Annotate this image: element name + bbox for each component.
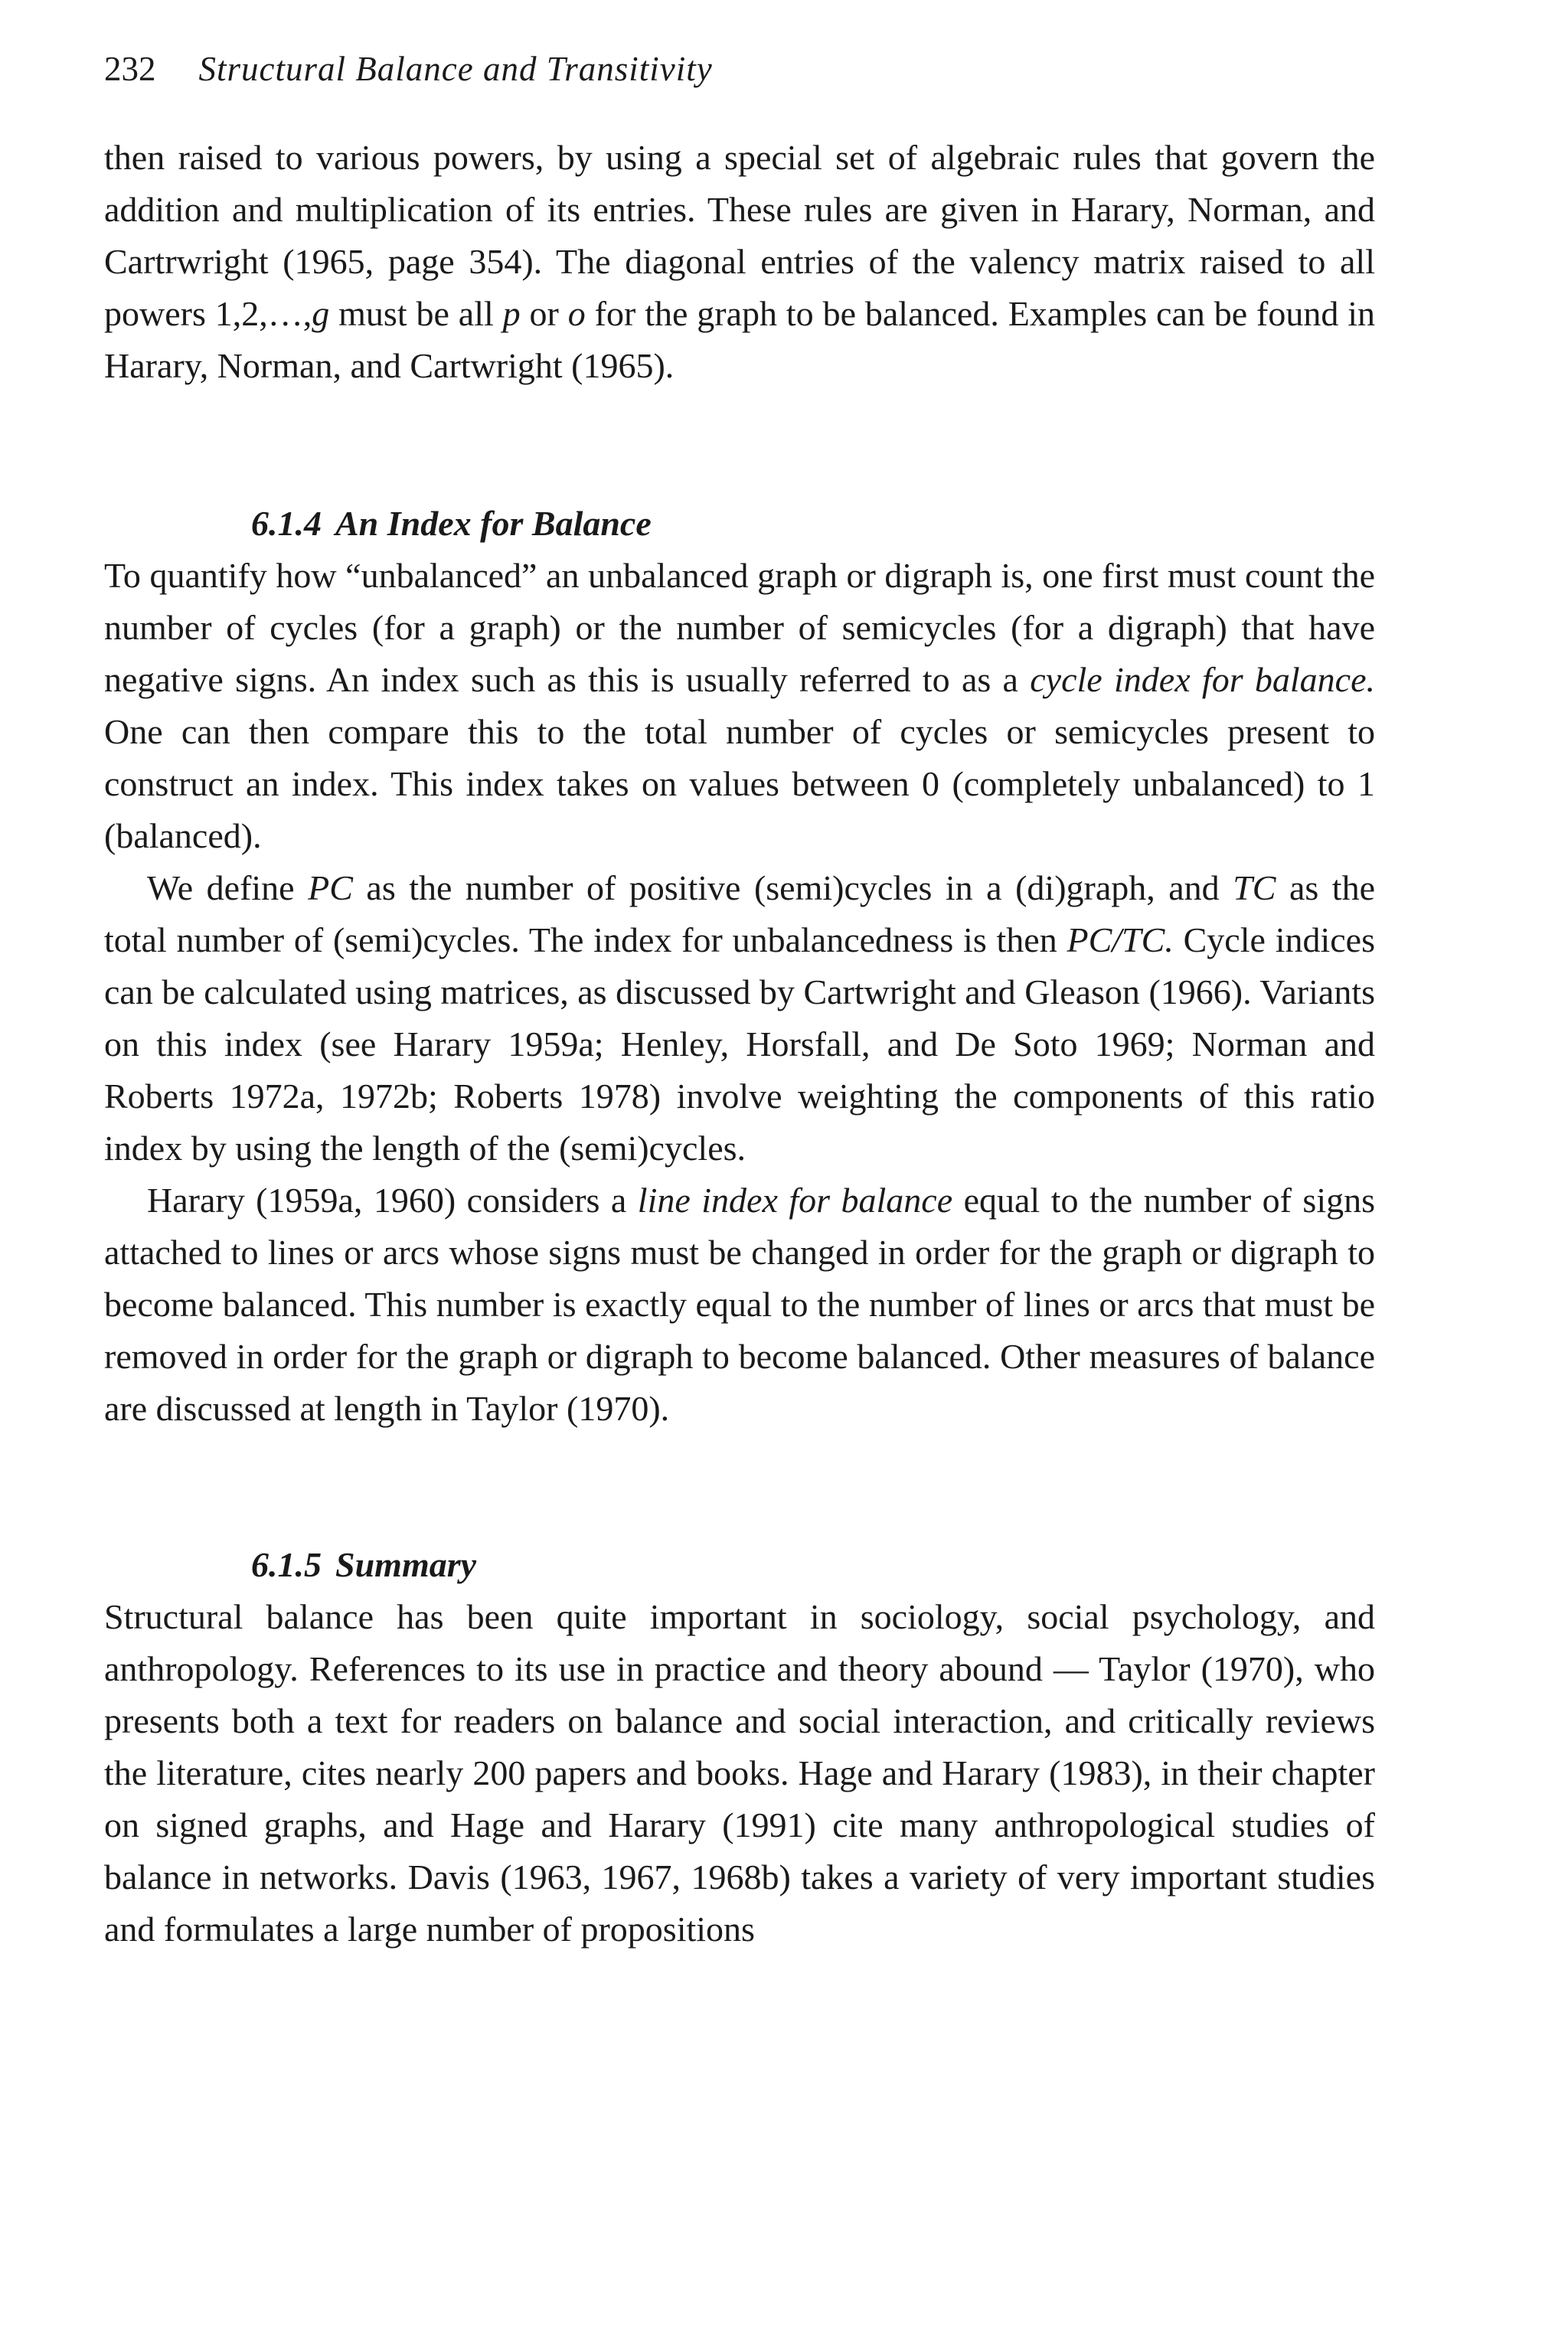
running-title: Structural Balance and Transitivity <box>198 50 713 88</box>
section-title: Summary <box>335 1545 477 1584</box>
paragraph-cycle-index: To quantify how “unbalanced” an unbalanced graph or digraph is, one first must count the number of cycles (for a graph) or the number of semicycles (for a digraph) that have negative signs. An index such as this is usually referred to as a cycle index for balance. One can then compare this to the total number of cycles or semicycles present to construct an index. This index takes on values between 0 (completely unbalanced) to 1 (balanced). <box>104 556 1375 855</box>
intro-paragraph: then raised to various powers, by using a special set of algebraic rules that govern the addition and multiplication of its entries. These rules are given in Harary, Norman, and Cartrwright (1965, page 354). The diagonal entries of the valency matrix raised to all powers 1,2,…,g must be all p or o for the graph to be balanced. Examples can be found in Harary, Norman, and Cartwright (1965). <box>104 138 1376 385</box>
running-header <box>104 46 1375 92</box>
section-number: 6.1.4 <box>251 504 322 543</box>
book-page <box>104 46 1375 1955</box>
term-line-index: line index for balance <box>637 1181 953 1220</box>
paragraph-summary: Structural balance has been quite important in sociology, social psychology, and anthropology. References to its use in practice and theory abound — Taylor (1970), who presents both a text for readers on balance and social interaction, and critically reviews the literature, cites nearly 200 papers and books. Hage and Harary (1983), in their chapter on signed graphs, and Hage and Harary (1991) cite many anthropological studies of balance in networks. Davis (1963, 1967, 1968b) takes a variety of very important studies and formulates a large number of propositions <box>104 1597 1375 1949</box>
paragraph-line-index: Harary (1959a, 1960) considers a line index for balance equal to the number of signs attached to lines or arcs whose signs must be changed in order for the graph or digraph to become balanced. This number is exactly equal to the number of lines or arcs that must be removed in order for the graph or digraph to become balanced. Other measures of balance are discussed at length in Taylor (1970). <box>104 1181 1375 1428</box>
section-heading-summary <box>104 1539 1375 1591</box>
paragraph-pc-tc: We define PC as the number of positive (semi)cycles in a (di)graph, and TC as the total number of (semi)cycles. The index for unbalancedness is then PC/TC. Cycle indices can be calculated using matrices, as discussed by Cartwright and Gleason (1966). Variants on this index (see Harary 1959a; Henley, Horsfall, and De Soto 1969; Norman and Roberts 1972a, 1972b; Roberts 1978) involve weighting the components of this ratio index by using the length of the (semi)cycles. <box>104 868 1375 1168</box>
term-cycle-index: cycle index for balance. <box>1030 660 1375 699</box>
section-heading-index-for-balance <box>104 498 1375 550</box>
section-title: An Index for Balance <box>335 504 652 543</box>
page-number: 232 <box>104 50 156 88</box>
section-number: 6.1.5 <box>251 1545 322 1584</box>
